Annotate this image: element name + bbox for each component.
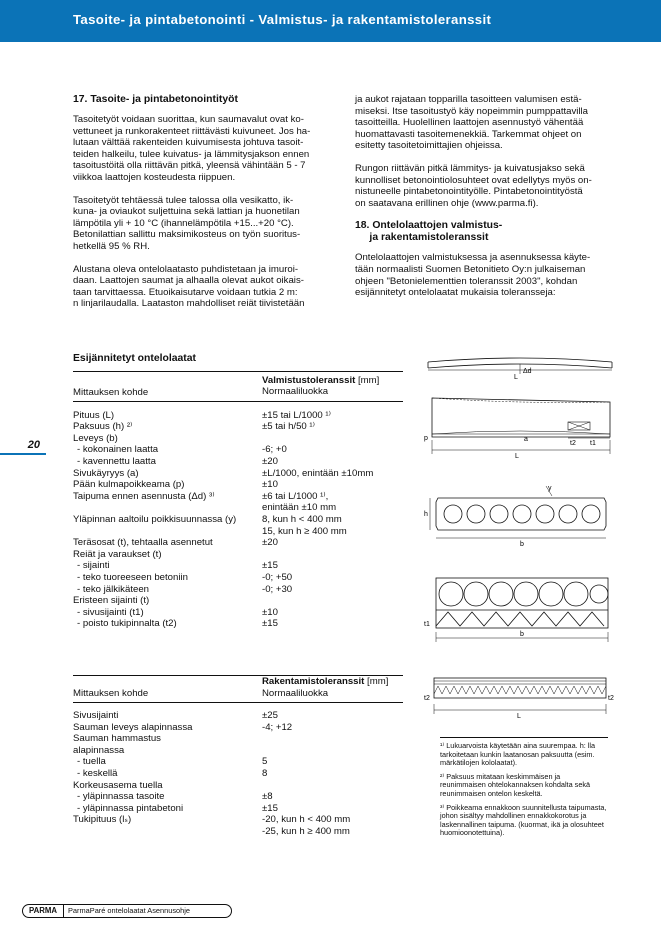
table-row bbox=[73, 410, 403, 422]
table-row bbox=[73, 710, 403, 722]
row-measurement: Sivukäyryys (a) bbox=[73, 467, 139, 479]
row-measurement: - sijainti bbox=[77, 560, 110, 572]
table-row bbox=[73, 456, 403, 468]
table-row bbox=[73, 618, 403, 630]
label-t2: t2 bbox=[570, 440, 576, 447]
row-measurement: Yläpinnan aaltoilu poikkisuunnassa (y) bbox=[73, 513, 237, 525]
row-measurement: Tukipituus (lₛ) bbox=[73, 814, 132, 826]
row-tolerance: ±25 bbox=[262, 710, 278, 721]
header-divider bbox=[73, 702, 403, 703]
table-row bbox=[73, 526, 403, 538]
row-measurement: Pituus (L) bbox=[73, 409, 115, 421]
row-measurement: Sauman hammastus bbox=[73, 733, 161, 745]
table-header bbox=[73, 676, 403, 702]
table-row bbox=[73, 549, 403, 561]
row-measurement: Sivusijainti bbox=[73, 710, 119, 721]
label-length-3: L bbox=[517, 713, 521, 720]
header-tolerance-title: Valmistustoleranssit bbox=[262, 374, 356, 386]
row-measurement: - yläpinnassa pintabetoni bbox=[77, 802, 184, 814]
header-measurement: Mittauksen kohde bbox=[73, 386, 149, 398]
table-row bbox=[73, 584, 403, 596]
row-measurement: - kokonainen laatta bbox=[77, 444, 159, 456]
page-number: 20 bbox=[27, 439, 40, 451]
row-tolerance: ±15 tai L/1000 ¹⁾ bbox=[262, 409, 331, 421]
row-measurement: Reiät ja varaukset (t) bbox=[73, 548, 162, 560]
header-tolerance-unit: [mm] bbox=[355, 374, 380, 386]
row-measurement: - sivusijainti (t1) bbox=[77, 606, 144, 618]
row-measurement: Sauman leveys alapinnassa bbox=[73, 721, 193, 733]
page-header bbox=[0, 0, 661, 42]
table-row bbox=[73, 444, 403, 456]
row-measurement: - kavennettu laatta bbox=[77, 455, 156, 467]
table-row bbox=[73, 756, 403, 768]
row-measurement: - keskellä bbox=[77, 767, 118, 779]
label-h: h bbox=[424, 511, 428, 518]
row-tolerance: ±10 bbox=[262, 606, 278, 618]
row-tolerance: ±20 bbox=[262, 455, 278, 467]
table-row bbox=[73, 607, 403, 619]
label-b-2: b bbox=[520, 631, 524, 638]
label-p: p bbox=[424, 435, 428, 442]
cross-section-drawing bbox=[430, 486, 606, 538]
page-title: Tasoite- ja pintabetonointi - Valmistus- ja rakentamistoleranssit bbox=[73, 12, 492, 27]
footnotes bbox=[440, 737, 608, 843]
parma-logo: PARMA bbox=[22, 904, 64, 918]
section-18-paragraph-1: Ontelolaattojen valmistuksessa ja asennuksessa käyte- tään normaalisti Suomen Betonitieto Oy:n julkaiseman ohjeen "Betonielementtien toleranssit 2003", kohdan esijännitetyt ontelolaatat mukaisia toleransseja: bbox=[355, 252, 591, 299]
table-row bbox=[73, 803, 403, 815]
footnote-1: ¹⁾ Lukuarvoista käytetään aina suurempaa. h: lla tarkoitetaan kunkin laatanosan paksuutta (esim. märkätilojen kololaatat). bbox=[440, 741, 596, 768]
table-row bbox=[73, 491, 403, 503]
row-tolerance: -20, kun h < 400 mm bbox=[262, 814, 351, 826]
row-tolerance: ±6 tai L/1000 ¹⁾, bbox=[262, 490, 329, 502]
row-measurement: - poisto tukipinnalta (t2) bbox=[77, 618, 177, 630]
section-17-paragraph-1: Tasoitetyöt voidaan suorittaa, kun saumavalut ovat ko- vettuneet ja runkorakenteet riittävästi kuivuneet. Jos ha- lutaan välttää rakenteiden kuivumisesta johtuva tasoit- teiden halkeilu, tulee kuivatus- ja lämmitysjakson ennen tasoitustöitä olla riittävän pitkä, yleensä vähintään 5 - 7 viikkoa laattojen kosteudesta riippuen. bbox=[73, 114, 311, 183]
row-tolerance: ±5 tai h/50 ¹⁾ bbox=[262, 421, 315, 433]
page-number-marker bbox=[0, 440, 46, 455]
header-tolerance-class: Normaaliluokka bbox=[262, 386, 329, 398]
row-tolerance: -0; +50 bbox=[262, 571, 293, 583]
deflection-drawing bbox=[428, 358, 612, 374]
header-tolerance-class: Normaaliluokka bbox=[262, 687, 329, 699]
label-b: b bbox=[520, 541, 524, 548]
section-17-paragraph-4: ja aukot rajataan topparilla tasoitteen valumisen estä- miseksi. Itse tasoitustyö käy nopeimmin pumppattavilla tasoitteilla. Huolellinen laattojen asennustyö vähentää huomattavasti tasoitemenekkiä. Tarkemmat ohjeet on esitetty tasoitetoimittajien ohjeissa. bbox=[355, 94, 589, 152]
row-tolerance: ±L/1000, enintään ±10mm bbox=[262, 467, 374, 479]
row-tolerance: enintään ±10 mm bbox=[262, 502, 337, 514]
row-tolerance: -25, kun h ≥ 400 mm bbox=[262, 825, 350, 837]
table-row bbox=[73, 745, 403, 757]
construction-tolerance-table bbox=[73, 675, 403, 838]
label-t1-side: t1 bbox=[424, 621, 430, 628]
header-divider bbox=[73, 401, 403, 402]
section-17-paragraph-2: Tasoitetyöt tehtäessä tulee talossa olla vesikatto, ik- kuna- ja oviaukot suljettuina sekä lattian ja huonetilan lämpötila yli + 10 °C (ihannelämpötila +15...+20 °C). Betonilattian sallittu maksimikosteus on työn suoritus- hetkellä 95 % RH. bbox=[73, 194, 301, 252]
label-length-1: L bbox=[514, 374, 518, 381]
right-column bbox=[355, 94, 613, 310]
label-t1: t1 bbox=[590, 440, 596, 447]
header-tolerance-unit: [mm] bbox=[364, 676, 389, 687]
section-17-paragraph-5: Rungon riittävän pitkä lämmitys- ja kuivatusjakso sekä kunnolliset betonointiolosuhteet ovat edellytys myös on- nistuneelle pintabetonointityölle. Pintabetonointityöstä on saatavana erillinen ohje (www.parma.fi). bbox=[355, 162, 592, 209]
section-17-title: 17. Tasoite- ja pintabetonointityöt bbox=[73, 94, 238, 105]
label-t2-right: t2 bbox=[608, 695, 614, 702]
table-row bbox=[73, 733, 403, 745]
row-tolerance: ±8 bbox=[262, 791, 273, 803]
footer-text: ParmaParé ontelolaatat Asennusohje bbox=[64, 904, 232, 918]
header-tolerance-title: Rakentamistoleranssit bbox=[262, 676, 365, 687]
label-length-2: L bbox=[515, 453, 519, 460]
table-row bbox=[73, 479, 403, 491]
row-tolerance: 5 bbox=[262, 756, 268, 768]
elevation-drawing bbox=[434, 678, 606, 714]
row-measurement: - yläpinnassa tasoite bbox=[77, 791, 165, 803]
table-row bbox=[73, 537, 403, 549]
table-row bbox=[73, 826, 403, 838]
label-a: a bbox=[524, 436, 528, 443]
row-measurement: Teräsosat (t), tehtaalla asennetut bbox=[73, 537, 213, 549]
row-measurement: - teko tuoreeseen betoniin bbox=[77, 571, 188, 583]
table-row bbox=[73, 502, 403, 514]
section-17-paragraph-3: Alustana oleva ontelolaatasto puhdistetaan ja imuroi- daan. Laattojen saumat ja alhaalla olevat aukot oikais- taan tarvittaessa. Etuoikaisutarve voidaan tutkia 2 m: n linjarilaudalla. Laataston mahdolliset reiät tiivistetään bbox=[73, 263, 305, 310]
row-measurement: - tuella bbox=[77, 756, 106, 768]
footnote-3: ³⁾ Poikkeama ennakkoon suunnitellusta taipumasta, johon sisältyy mahdollinen ennakkokorotus ja laskennallinen taipuma. (kuormat, ikä ja olosuhteet huomioonotettuina). bbox=[440, 802, 607, 838]
row-tolerance: -4; +12 bbox=[262, 721, 293, 733]
row-tolerance: -6; +0 bbox=[262, 444, 287, 456]
table-row bbox=[73, 791, 403, 803]
row-tolerance: 8, kun h < 400 mm bbox=[262, 513, 342, 525]
table-row bbox=[73, 814, 403, 826]
row-measurement: Taipuma ennen asennusta (Δd) ³⁾ bbox=[73, 490, 215, 502]
row-tolerance: 15, kun h ≥ 400 mm bbox=[262, 525, 347, 537]
table-row bbox=[73, 722, 403, 734]
row-tolerance: ±15 bbox=[262, 802, 278, 814]
table-row bbox=[73, 421, 403, 433]
table-body bbox=[73, 710, 403, 838]
section-18-title: 18. Ontelolaattojen valmistus- ja rakentamistoleranssit bbox=[355, 220, 503, 244]
table-row bbox=[73, 560, 403, 572]
row-tolerance: 8 bbox=[262, 767, 268, 779]
left-column bbox=[73, 94, 331, 321]
row-tolerance: ±10 bbox=[262, 479, 278, 491]
table-row bbox=[73, 468, 403, 480]
row-measurement: alapinnassa bbox=[73, 744, 125, 756]
row-tolerance: ±15 bbox=[262, 618, 278, 630]
header-tolerance bbox=[262, 375, 379, 398]
row-measurement: Paksuus (h) ²⁾ bbox=[73, 421, 133, 433]
header-tolerance bbox=[262, 676, 388, 699]
row-measurement: Pään kulmapoikkeama (p) bbox=[73, 479, 185, 491]
table-row bbox=[73, 780, 403, 792]
row-tolerance: ±20 bbox=[262, 537, 278, 549]
table-row bbox=[73, 572, 403, 584]
tolerance-drawings bbox=[420, 350, 620, 720]
table-row bbox=[73, 768, 403, 780]
label-t2-left: t2 bbox=[424, 695, 430, 702]
label-y: y bbox=[548, 485, 552, 492]
table-row bbox=[73, 595, 403, 607]
manufacturing-tolerance-table bbox=[73, 353, 403, 630]
table-row bbox=[73, 514, 403, 526]
header-measurement: Mittauksen kohde bbox=[73, 688, 149, 699]
row-tolerance: ±15 bbox=[262, 560, 278, 572]
row-measurement: Eristeen sijainti (t) bbox=[73, 595, 150, 607]
row-measurement: - teko jälkikäteen bbox=[77, 583, 149, 595]
label-delta-d: Δd bbox=[523, 368, 532, 375]
table-body bbox=[73, 410, 403, 630]
footnote-2: ²⁾ Paksuus mitataan keskimmäisen ja reunimmaisen ohtelokannaksen kohdalta sekä reunimmaisen ontelon keskeltä. bbox=[440, 771, 591, 798]
table-header bbox=[73, 375, 403, 401]
table-title: Esijännitetyt ontelolaatat bbox=[73, 353, 403, 372]
row-measurement: Leveys (b) bbox=[73, 432, 118, 444]
row-measurement: Korkeusasema tuella bbox=[73, 779, 163, 791]
plan-view-drawing bbox=[432, 398, 610, 454]
row-tolerance: -0; +30 bbox=[262, 583, 293, 595]
table-row bbox=[73, 433, 403, 445]
